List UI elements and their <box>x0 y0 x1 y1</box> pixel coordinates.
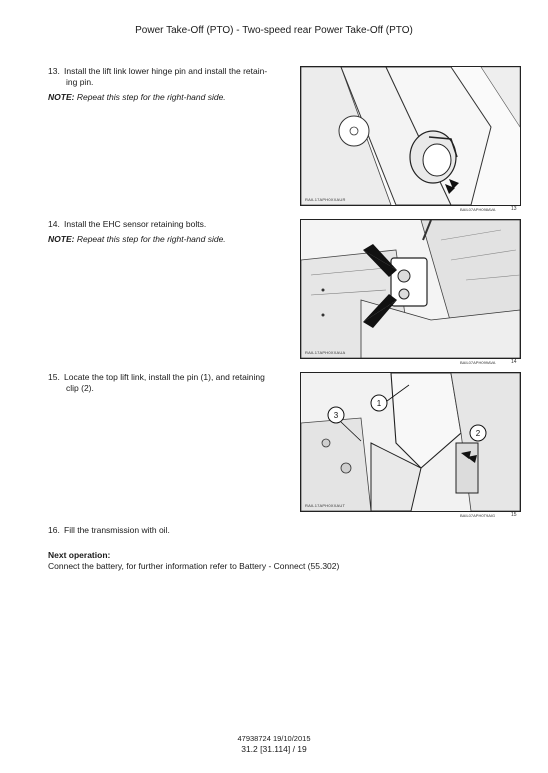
figure-code: RAIL17APH0XXAUR <box>305 197 346 202</box>
step-number: 13. <box>48 66 60 76</box>
note-label: NOTE: <box>48 92 75 102</box>
callout-3: 3 <box>333 411 339 420</box>
step-13 <box>48 66 288 103</box>
step-text: Install the lift link lower hinge pin and install the retain- <box>64 66 268 76</box>
step-14 <box>48 219 288 245</box>
next-operation <box>48 550 339 572</box>
step-15 <box>48 372 288 394</box>
figure-number: 15 <box>511 512 517 518</box>
callout-2: 2 <box>475 429 481 438</box>
figure-13-lift-link-hinge-pin <box>300 66 521 206</box>
step-16 <box>48 525 288 536</box>
step-text: Fill the transmission with oil. <box>64 525 170 535</box>
figure-code: RAIL17APH0XXAUA <box>305 350 346 355</box>
step-note <box>48 234 288 245</box>
page-footer <box>0 734 548 754</box>
callout-1: 1 <box>376 399 382 408</box>
step-text: Locate the top lift link, install the pin (1), and retaining <box>64 372 265 382</box>
figure-number: 13 <box>511 206 517 212</box>
figure-reference: BAIL07APH0T9AIG <box>460 513 496 518</box>
document-id: 47938724 19/10/2015 <box>237 734 311 743</box>
step-note <box>48 92 288 103</box>
next-operation-label: Next operation: <box>48 550 111 560</box>
step-number: 14. <box>48 219 60 229</box>
figure-15-top-lift-link <box>300 372 521 512</box>
figure-code: RAIL17APH0XXAUT <box>305 503 346 508</box>
step-number: 15. <box>48 372 60 382</box>
page-title: Power Take-Off (PTO) - Two-speed rear Power Take-Off (PTO) <box>135 25 413 36</box>
figure-number: 14 <box>511 359 517 365</box>
note-text: Repeat this step for the right-hand side. <box>76 234 226 244</box>
figure-reference: BAIL07APH098AVA <box>460 207 496 212</box>
page-number: 31.2 [31.114] / 19 <box>241 744 307 754</box>
next-operation-text: Connect the battery, for further information refer to Battery - Connect (55.302) <box>48 561 340 571</box>
note-text: Repeat this step for the right-hand side. <box>76 92 226 102</box>
step-text-continued: ing pin. <box>66 77 94 87</box>
note-label: NOTE: <box>48 234 75 244</box>
step-text: Install the EHC sensor retaining bolts. <box>64 219 207 229</box>
figure-14-ehc-sensor <box>300 219 521 359</box>
step-text-continued: clip (2). <box>66 383 94 393</box>
step-number: 16. <box>48 525 60 535</box>
figure-reference: BAIL07APH099AVA <box>460 360 496 365</box>
